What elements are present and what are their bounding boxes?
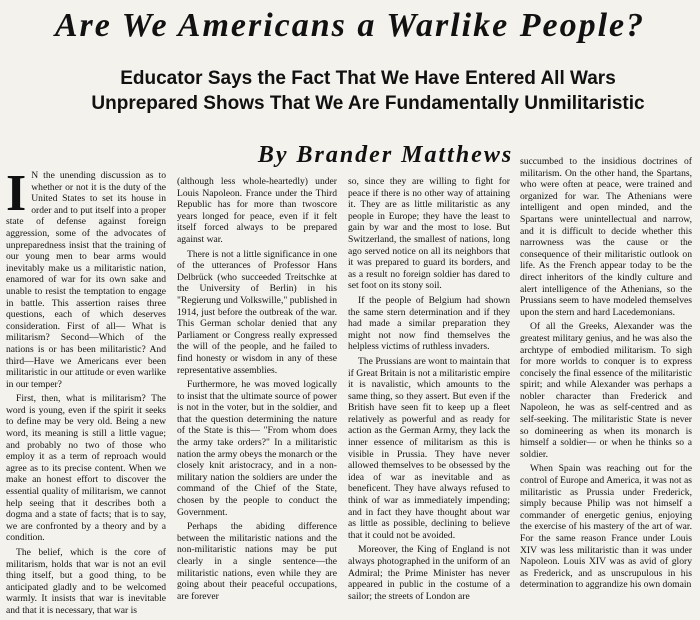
- article-paragraph: The Prussians are wont to maintain that if Great Britain is not a militaristic empire it is navalistic, which amounts to the same thing, so they assert. But even if the British have seen fit to keep up a fleet relatively as powerful and as ready for action as the German Army, they lack the inner essence of militarism as this is visible in Prussia. They have never allowed themselves to be obsessed by the idea of war as inevitable and as beneficent. They have always refused to think of war as immediately impending; and in fact they have thought about war as little as possible, declining to believe that it could not be avoided.: [348, 355, 510, 541]
- article-paragraph: There is not a little significance in one of the utterances of Professor Hans Delbrück (who succeeded Treitschke at the University of Berlin) in his "Regierung und Volkswille," published in 1914, just before the outbreak of the war. This German scholar denied that any Parliament or Congress really expressed the will of the people, and he failed to find honesty or wisdom in any of these representative assemblies.: [177, 248, 337, 376]
- article-paragraph: Furthermore, he was moved logically to insist that the ultimate source of power is not in the voter, but in the soldier, and that the question determining the nature of the State is this— "From whom does the army take orders?" In a militaristic nation the army obeys the monarch or the closely knit aristocracy, and in a non-military nation the soldiers are under the command of the Chief of the State, chosen by the people to conduct the Government.: [177, 379, 337, 518]
- article-paragraph: The belief, which is the core of militarism, holds that war is not an evil thing itself, but a good thing, to be anticipated gladly and to be welcomed warmly. It insists that war is inevitable and that it is necessary, that war is: [6, 547, 166, 616]
- headline: Are We Americans a Warlike People?: [54, 7, 646, 44]
- article-column-3: [348, 176, 510, 605]
- article-paragraph: Perhaps the abiding difference between the militaristic nations and the non-militaristic nations may be put clearly in a single sentence—the militaristic nations, even while they are going about their peaceful occupations, are forever: [177, 521, 337, 602]
- article-paragraph: When Spain was reaching out for the control of Europe and America, it was not as militaristic as Prussia under Frederick, simply because Philip was not himself a commander of energetic genius, enjoying the exercise of his mastery of the art of war. For the same reason France under Louis XIV was less militaristic than it was under Napoleon. Louis XIV was as avid of glory as Frederick, and as unscrupulous in his determination to aggrandize his own domain: [520, 463, 692, 591]
- article-column-4: [520, 156, 692, 594]
- subheadline: Educator Says the Fact That We Have Entered All Wars Unprepared Shows That We Are Fundamentally Unmilitaristic: [91, 68, 645, 114]
- article-column-1: [6, 165, 166, 620]
- paragraph-text: N the unending discussion as to whether or not it is the duty of the United States to set its house in order and to put itself into a proper state of defense against foreign aggression, some of the advocates of unpreparedness insist that the training of our young men to bear arms would inevitably make us a militaristic nation, enamored of war for its own sake and unable to resist the temptation to engage in battle. This assertion raises three questions, each of which deserves consideration. First of all— What is militarism? Second—Which of the nations is or has been militaristic? And third—Have we Americans ever been militaristic in our attitude or even warlike in our temper?: [6, 170, 166, 390]
- article-column-2: [177, 176, 337, 605]
- byline: By Brander Matthews: [257, 142, 514, 168]
- article-paragraph: Of all the Greeks, Alexander was the greatest military genius, and he was also the archtype of embodied militarism. To sigh for more worlds to conquer is to express concisely the final essence of the militaristic spirit; and while Alexander was perhaps a nobler character than Frederick and Napoleon, he was as self-centred and as self-seeking. The militaristic State is never so domineering as when its monarch is himself a soldier— or when he thinks so a soldier.: [520, 321, 692, 460]
- article-paragraph: so, since they are willing to fight for peace if there is no other way of attaining it. They are as little militaristic as any people in Europe; they have the least to gain by war and the most to lose. But Switzerland, the smallest of nations, long ago served notice on all its neighbors that it was prepared to guard its borders, and as a result no foreign soldier has dared to set foot on its stony soil.: [348, 176, 510, 292]
- article-paragraph: If the people of Belgium had shown the same stern determination and if they had made a similar preparation they might not now find themselves the helpless victims of ruthless invaders.: [348, 294, 510, 353]
- article-paragraph: Moreover, the King of England is not always photographed in the uniform of an Admiral; the Prime Minister has never appeared in public in the costume of a sailor; the streets of London are: [348, 544, 510, 602]
- article-paragraph: [6, 165, 166, 390]
- drop-cap: I: [6, 165, 27, 222]
- article-paragraph: succumbed to the insidious doctrines of militarism. On the other hand, the Spartans, who were often at peace, were trained and organized for war. The Athenians were intelligent and open minded, and the Spartans were unintellectual and narrow, and it is difficult to decide whether this narrowness was the cause or the consequence of their militaristic outlook on life. As the French appear today to be the direct inheritors of the kindly culture and alert intelligence of the Athenians, so the Prussians seem to have modeled themselves upon the stern and hard Lacedemonians.: [520, 156, 692, 318]
- article-paragraph: First, then, what is militarism? The word is young, even if the spirit it seeks to define may be very old. Being a new word, its meaning is still a little vague; and probably no two of those who employ it as a term of reproach would agree as to its precise content. When we make an honest effort to discover the essential quality of militarism, we cannot help seeing that it describes both a dogma and a state of facts; that is to say, we are confronted by a theory and by a condition.: [6, 393, 166, 544]
- article-paragraph: (although less whole-heartedly) under Louis Napoleon. France under the Third Republic has for more than twoscore years longed for peace, even if it felt itself forced always to be prepared against war.: [177, 176, 337, 245]
